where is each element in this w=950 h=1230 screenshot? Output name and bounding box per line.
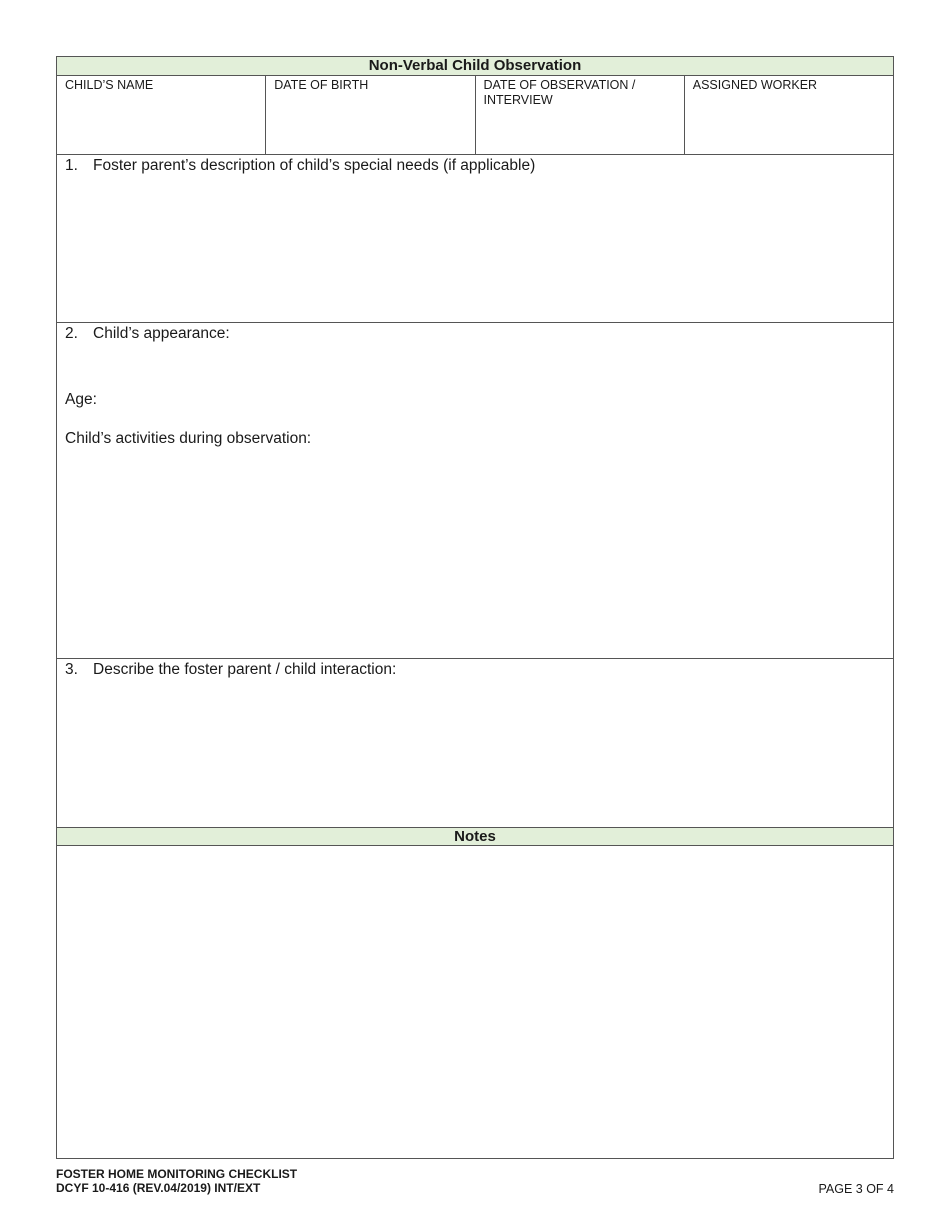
notes-title: Notes bbox=[57, 827, 893, 846]
childs-name-field[interactable] bbox=[57, 76, 266, 154]
section-3-prompt bbox=[65, 661, 396, 679]
assigned-worker-label: ASSIGNED WORKER bbox=[692, 78, 818, 92]
section-2-text: Child’s appearance: bbox=[93, 325, 230, 342]
observation-form bbox=[56, 56, 894, 1159]
date-of-birth-field[interactable] bbox=[266, 76, 475, 154]
footer-page-number: PAGE 3 OF 4 bbox=[818, 1182, 894, 1196]
form-title: Non-Verbal Child Observation bbox=[57, 57, 893, 76]
childs-name-label: CHILD’S NAME bbox=[65, 78, 154, 92]
date-of-birth-label: DATE OF BIRTH bbox=[274, 78, 369, 92]
section-1-text: Foster parent’s description of child’s special needs (if applicable) bbox=[93, 157, 536, 174]
assigned-worker-field[interactable] bbox=[685, 76, 893, 154]
section-appearance[interactable] bbox=[57, 323, 893, 659]
section-special-needs[interactable] bbox=[57, 155, 893, 323]
footer-form-info bbox=[56, 1167, 297, 1195]
date-of-observation-label: DATE OF OBSERVATION / INTERVIEW bbox=[483, 78, 636, 107]
section-3-text: Describe the foster parent / child interaction: bbox=[93, 661, 397, 678]
section-2-prompt bbox=[65, 325, 230, 343]
notes-area[interactable] bbox=[57, 846, 893, 1158]
section-1-prompt bbox=[65, 157, 535, 175]
footer-form-code: DCYF 10-416 (REV.04/2019) INT/EXT bbox=[56, 1181, 261, 1195]
age-label: Age: bbox=[65, 391, 97, 408]
header-fields-row bbox=[57, 76, 893, 155]
section-1-number: 1. bbox=[65, 157, 78, 174]
activities-label: Child’s activities during observation: bbox=[65, 430, 312, 447]
section-interaction[interactable] bbox=[57, 659, 893, 827]
footer-form-name: FOSTER HOME MONITORING CHECKLIST bbox=[56, 1167, 298, 1181]
section-2-number: 2. bbox=[65, 325, 78, 342]
date-of-observation-field[interactable] bbox=[476, 76, 685, 154]
section-3-number: 3. bbox=[65, 661, 78, 678]
